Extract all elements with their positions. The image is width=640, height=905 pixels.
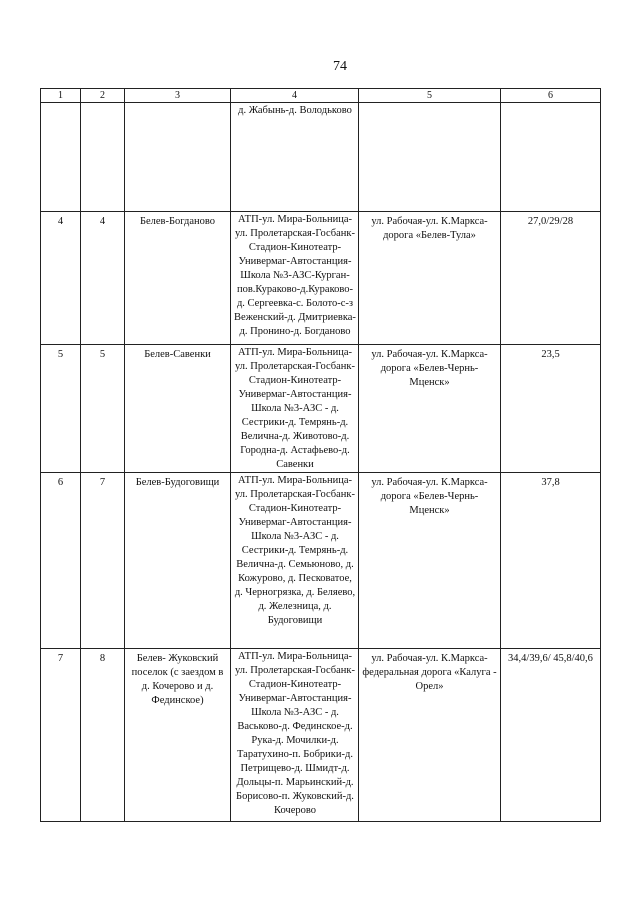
- route-name-cell: [125, 473, 231, 649]
- cell-text: [501, 103, 600, 106]
- cell-text: 4: [99, 216, 106, 227]
- stops-cell: [231, 649, 359, 822]
- route-table: [40, 88, 601, 822]
- cell-text: Белев-Богданово: [139, 216, 216, 227]
- route-name-cell: [125, 212, 231, 345]
- page-number: 74: [333, 59, 347, 74]
- table-row: [41, 649, 601, 822]
- cell-text: 4: [57, 216, 64, 227]
- column-header: 3: [125, 89, 231, 103]
- row-number-cell: [41, 103, 81, 212]
- cell-text: д. Жабынь-д. Володьково: [238, 105, 352, 116]
- cell-text: 27,0/29/28: [527, 216, 574, 227]
- column-header: 4: [231, 89, 359, 103]
- cell-text: ул. Рабочая-ул. К.Маркса-федеральная дорога «Калуга - Орел»: [362, 653, 497, 692]
- table-row: [41, 473, 601, 649]
- streets-cell: [359, 212, 501, 345]
- cell-text: [359, 103, 500, 106]
- cell-text: 7: [99, 477, 106, 488]
- cell-text: 23,5: [541, 349, 560, 360]
- route-number-cell: [81, 103, 125, 212]
- cell-text: 34,4/39,6/ 45,8/40,6: [508, 653, 593, 664]
- length-cell: [501, 473, 601, 649]
- cell-text: 6: [57, 477, 64, 488]
- cell-text: ул. Рабочая-ул. К.Маркса-дорога «Белев-Чернь-Мценск»: [371, 477, 488, 516]
- column-header: 5: [359, 89, 501, 103]
- cell-text: Белев-Савенки: [144, 349, 211, 360]
- stops-cell: [231, 345, 359, 473]
- stops-cell: [231, 473, 359, 649]
- route-number-cell: [81, 212, 125, 345]
- length-cell: [501, 212, 601, 345]
- streets-cell: [359, 473, 501, 649]
- cell-text: Белев-Будоговищи: [135, 477, 220, 488]
- length-cell: [501, 649, 601, 822]
- streets-cell: [359, 345, 501, 473]
- cell-text: 37,8: [541, 477, 560, 488]
- length-cell: [501, 345, 601, 473]
- length-cell: [501, 103, 601, 212]
- cell-text: АТП-ул. Мира-Больница-ул. Пролетарская-Госбанк-Стадион-Кинотеатр-Универмаг-Автостанция-Школа №3-АЗС - д. Сестрики-д. Темрянь-д. Велична-д. Животово-д. Городна-д. Астафьево-д. Савенки: [234, 347, 355, 470]
- streets-cell: [359, 649, 501, 822]
- route-number-cell: [81, 649, 125, 822]
- route-name-cell: [125, 649, 231, 822]
- streets-cell: [359, 103, 501, 212]
- table-row: [41, 103, 601, 212]
- cell-text: ул. Рабочая-ул. К.Маркса-дорога «Белев-Чернь-Мценск»: [371, 349, 488, 388]
- column-header: 6: [501, 89, 601, 103]
- cell-text: 5: [57, 349, 64, 360]
- column-header: 1: [41, 89, 81, 103]
- route-name-cell: [125, 345, 231, 473]
- cell-text: [81, 103, 124, 106]
- table-header-row: [41, 89, 601, 103]
- route-name-cell: [125, 103, 231, 212]
- route-number-cell: [81, 473, 125, 649]
- stops-cell: [231, 103, 359, 212]
- row-number-cell: [41, 212, 81, 345]
- cell-text: 7: [57, 653, 64, 664]
- table-row: [41, 345, 601, 473]
- cell-text: Белев- Жуковский поселок (с заездом в д. Кочерово и д. Фединское): [131, 653, 224, 706]
- cell-text: ул. Рабочая-ул. К.Маркса-дорога «Белев-Тула»: [371, 216, 488, 241]
- cell-text: АТП-ул. Мира-Больница-ул. Пролетарская-Госбанк-Стадион-Кинотеатр-Универмаг-Автостанция-Школа №3-АЗС - д. Васьково-д. Фединское-д. Рука-д. Мочилки-д. Таратухино-п. Бобрики-д. Петрищево-д. Шмидт-д. Дольцы-п. Марьинский-д. Борисово-п. Жуковский-д. Кочерово: [234, 651, 355, 816]
- route-number-cell: [81, 345, 125, 473]
- cell-text: АТП-ул. Мира-Больница-ул. Пролетарская-Госбанк-Стадион-Кинотеатр-Универмаг-Автостанция-Школа №3-АЗС - д. Сестрики-д. Темрянь-д. Велична-д. Семьюново, д. Кожурово, д. Песковатое, д. Черногрязка, д. Беляево, д. Железница, д. Будоговищи: [234, 475, 356, 626]
- row-number-cell: [41, 473, 81, 649]
- cell-text: АТП-ул. Мира-Больница-ул. Пролетарская-Госбанк-Стадион-Кинотеатр-Универмаг-Автостанция-Школа №3-АЗС-Курган-пов.Кураково-д.Кураково-д. Сергеевка-с. Болото-с-з Веженский-д. Дмитриевка-д. Пронино-д. Богданово: [234, 214, 356, 337]
- stops-cell: [231, 212, 359, 345]
- row-number-cell: [41, 345, 81, 473]
- cell-text: 5: [99, 349, 106, 360]
- row-number-cell: [41, 649, 81, 822]
- cell-text: 8: [99, 653, 106, 664]
- table-row: [41, 212, 601, 345]
- cell-text: [125, 103, 230, 106]
- cell-text: [41, 103, 80, 106]
- column-header: 2: [81, 89, 125, 103]
